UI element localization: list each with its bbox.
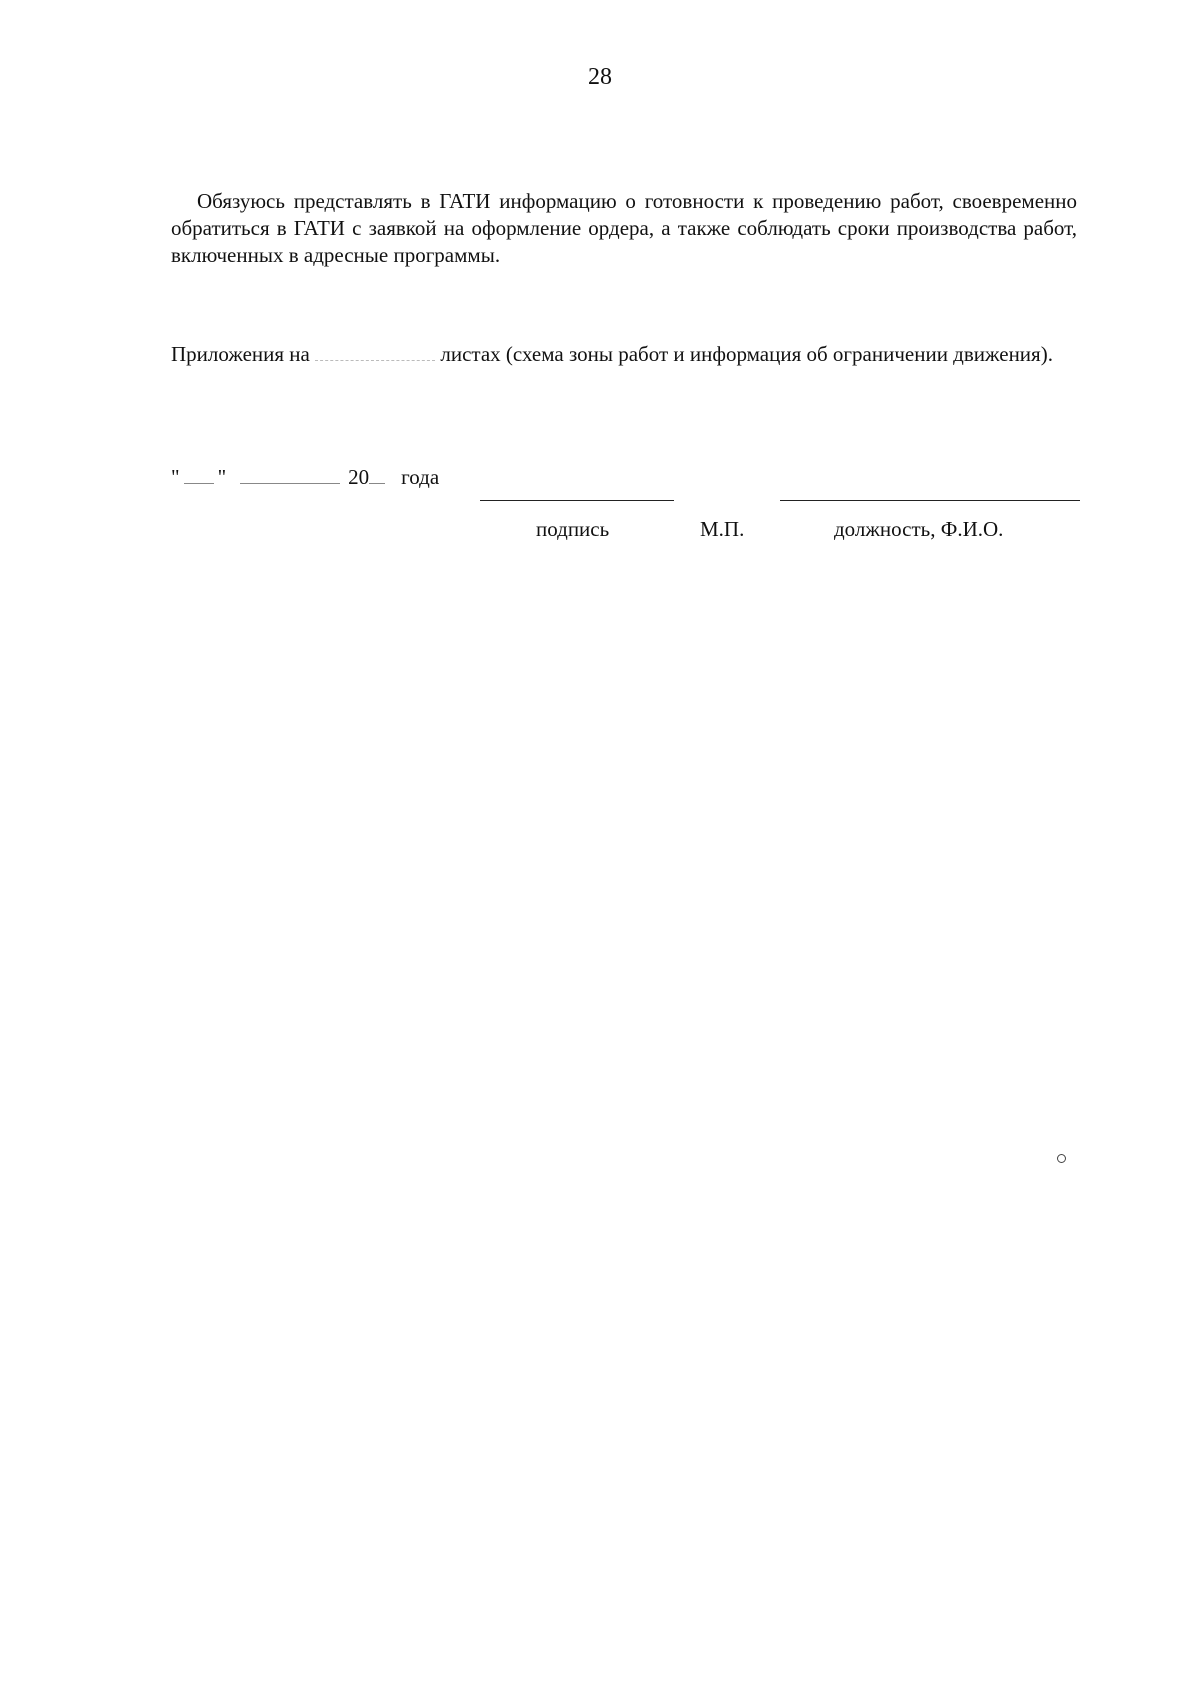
position-name-caption: должность, Ф.И.О.	[834, 517, 1004, 541]
year-blank	[369, 465, 385, 484]
attachments-paragraph	[171, 341, 1077, 368]
quote-open: "	[171, 465, 180, 489]
day-blank	[184, 465, 214, 484]
quote-close: "	[217, 465, 227, 489]
year-prefix: 20	[348, 465, 370, 489]
position-name-line	[780, 500, 1080, 501]
page-number: 28	[588, 64, 612, 90]
date-line	[171, 464, 439, 491]
signature-caption: подпись	[536, 517, 610, 541]
attachments-count-blank	[315, 346, 435, 361]
scan-speck	[1057, 1154, 1066, 1163]
year-suffix: года	[401, 465, 440, 489]
attachments-prefix: Приложения на	[171, 342, 310, 366]
attachments-suffix: листах (схема зоны работ и информация об ограничении движения).	[440, 342, 1053, 366]
signature-line	[480, 500, 674, 501]
month-blank	[240, 465, 340, 484]
stamp-caption: М.П.	[700, 517, 745, 541]
commitment-paragraph: Обязуюсь представлять в ГАТИ информацию о готовности к проведению работ, своевременно обратиться в ГАТИ с заявкой на оформление ордера, а также соблюдать сроки производства работ, включенных в адресные программы.	[171, 189, 1077, 267]
